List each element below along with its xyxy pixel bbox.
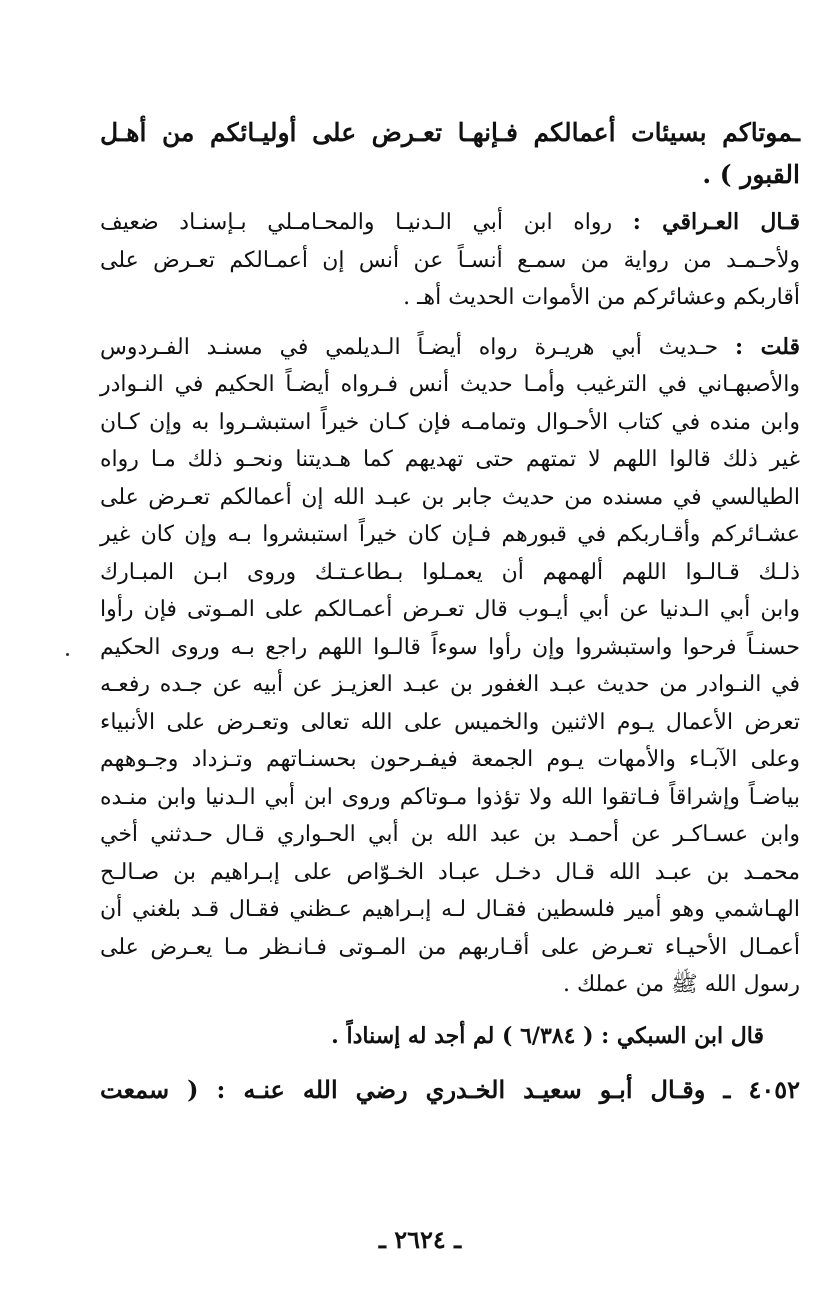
commentary-line: ذلـك قـالـوا اللهم ألهمهم أن يعمـلوا بـطاعـتـك وروى ابـن المبـارك [100, 559, 800, 585]
commentary-line: وعلى الآبـاء والأمهات يـوم الجمعة فيفـرحون بحسنـاتهم وتـزداد وجـوههم [100, 747, 800, 772]
commentary-line: وابن أبي الـدنيا عن أبي أيـوب قال تعـرض أعمـالكم على المـوتى فإن رأوا [100, 597, 800, 622]
commentary-line: والأصبهـاني في الترغيب وأمـا حديث أنس فـرواه أيضـاً الحكيم في النـوادر [100, 372, 800, 397]
commentary-line-1 [100, 329, 800, 367]
iraqi-note-text: رواه ابن أبي الـدنيـا والمحـامـلي بـإسنـاد ضعيف [100, 210, 613, 235]
commentary-lead: قلت : [734, 333, 801, 360]
next-hadith-heading: ٤٠٥٢ ـ وقـال أبـو سعيـد الخـدري رضي الله عنـه : ( سمعت [100, 1074, 800, 1104]
commentary-line: غير ذلك قالوا اللهم لا تمتهم حتى تهديهم كما هـديتنا ونحـو ذلك مـا رواه [100, 447, 800, 472]
iraqi-note-line-2: ولأحـمـد من رواية من سمـع أنسـاً عن أنس إن أعمـالكم تعـرض على [100, 247, 800, 273]
paragraph-gap [100, 317, 800, 329]
hadith-text-line-1: ـموتاكم بسيئات أعمالكم فـإنهـا تعـرض على أوليـائكم من أهـل [100, 118, 800, 147]
commentary-line: عشـائركم وأقـاربكم في قبورهم فـإن كان خيراً استبشروا بـه وإن كان غير [100, 522, 800, 547]
commentary-line: بياضـاً وإشراقاً فـاتقوا الله ولا تؤذوا مـوتاكم وروى ابن أبي الـدنيا وابن منـده [100, 784, 800, 810]
commentary-line: الطيالسي في مسنده من حديث جابر بن عبـد الله إن أعمالكم تعـرض على [100, 484, 800, 510]
paragraph-gap [100, 1004, 800, 1016]
margin-dot [66, 653, 69, 656]
commentary-line: حسنـاً فرحوا واستبشروا وإن رأوا سوءاً قالـوا اللهم راجع بـه وروى الحكيم [100, 634, 800, 660]
commentary [100, 329, 800, 1004]
commentary-line: الهـاشمي وهو أمير فلسطين فقـال لـه إبـراهيم عـظني فقـال قـد بلغني أن [100, 897, 800, 922]
paragraph-gap [100, 196, 800, 204]
iraqi-note-lead: قـال العـراقي : [632, 209, 800, 235]
commentary-line: وابن منده في كتاب الأحـوال وتمامـه فإن كـان خيراً استبشـروا به وإن كـان [100, 409, 800, 435]
page-number: ـ ٢٦٢٤ ـ [378, 1225, 462, 1254]
paragraph-gap [100, 1056, 800, 1068]
iraqi-note-line-3: أقاربكم وعشائركم من الأموات الحديث أهـ . [403, 285, 800, 310]
iraqi-note-line-1 [100, 204, 800, 242]
iraqi-note [100, 204, 800, 317]
commentary-line: في النـوادر من حديث عبـد الغفور بن عبـد العزيـز عن أبيه عن جـده رفعـه [100, 672, 800, 697]
commentary-text: حـديث أبي هريـرة رواه أيضـاً الـديلمي في مسنـد الفـردوس [100, 334, 719, 360]
commentary-line-last: رسول الله ﷺ من عملك . [562, 972, 800, 997]
commentary-line: محمـد بن عبـد الله قـال دخـل عبـاد الخـوّاص على إبـراهيم بن صـالـح [100, 859, 800, 885]
subki-note: قال ابن السبكي : ( ٦/٣٨٤ ) لم أجد له إسناداً . [331, 1022, 764, 1049]
commentary-line: أعمـال الأحيـاء تعـرض على أقـاربهم من المـوتى فـانـظر مـا يعـرض على [100, 934, 800, 960]
hadith-text-line-2: القبور ) . [702, 160, 800, 189]
commentary-line: تعرض الأعمال يـوم الاثنين والخميس على الله تعالى وتعـرض على الأنبياء [100, 709, 800, 735]
page-body [100, 112, 800, 1112]
commentary-line: وابن عسـاكـر عن أحمـد بن عبد الله بن أبي الحـواري قـال حـدثني أخي [100, 822, 800, 847]
